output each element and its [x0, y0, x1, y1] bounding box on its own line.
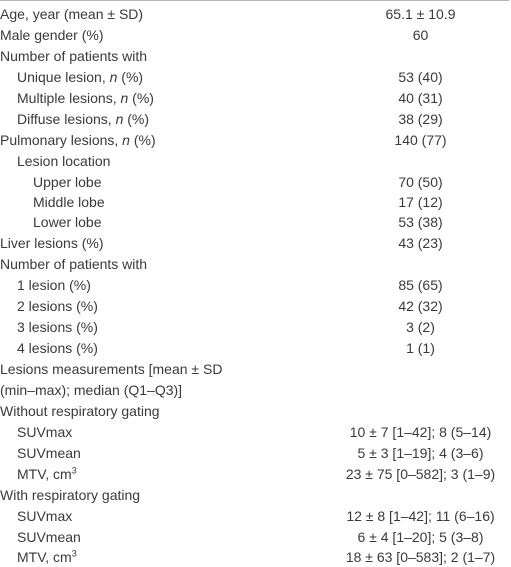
- row-label-2-lesions: 2 lesions (%): [17, 298, 98, 314]
- row-value-age: 65.1 ± 10.9: [385, 6, 456, 22]
- row-label-1-lesion: 1 lesion (%): [17, 277, 91, 293]
- row-value-suvmax-without: 10 ± 7 [1–42]; 8 (5–14): [349, 424, 492, 440]
- row-value-4-lesions: 1 (1): [406, 340, 435, 356]
- table-row: [0, 296, 509, 316]
- row-label-lower-lobe: Lower lobe: [33, 214, 102, 230]
- row-value-suvmax-with: 12 ± 8 [1–42]; 11 (6–16): [346, 508, 495, 524]
- row-label-age: Age, year (mean ± SD): [0, 6, 144, 22]
- row-label-measurements-heading-cont: (min–max); median (Q1–Q3)]: [0, 382, 183, 398]
- table-row: [0, 4, 509, 24]
- row-label-suvmean-with: SUVmean: [17, 529, 81, 545]
- row-label-mtv-with: MTV, $cm^3$: [17, 548, 77, 565]
- row-value-mtv-with: 18 ± 63 [0–583]; 2 (1–7): [345, 549, 496, 565]
- row-label-middle-lobe: Middle lobe: [33, 194, 105, 210]
- row-label-suvmax-without: SUVmax: [17, 424, 73, 440]
- row-label-suvmax-with: SUVmax: [17, 508, 73, 524]
- row-label-pulmonary-lesions: Pulmonary lesions, n (%): [0, 132, 156, 148]
- table-row: [0, 338, 509, 358]
- table-row: [0, 192, 509, 212]
- row-value-diffuse-lesions: 38 (29): [398, 111, 443, 127]
- table-row: [0, 443, 509, 463]
- table-row: [0, 233, 509, 253]
- row-label-liver-lesions: Liver lesions (%): [0, 235, 104, 251]
- table-row: [0, 109, 509, 129]
- table-row: [0, 422, 509, 442]
- row-label-suvmean-without: SUVmean: [17, 445, 81, 461]
- table-row: [0, 25, 509, 45]
- table-row: [0, 401, 509, 421]
- table-row: [0, 172, 509, 192]
- row-label-3-lesions: 3 lesions (%): [17, 319, 98, 335]
- table-row: [0, 151, 509, 171]
- row-label-mtv-without: MTV, $cm^3$: [17, 465, 77, 482]
- row-value-suvmean-with: 6 ± 4 [1–20]; 5 (3–8): [357, 529, 484, 545]
- table-row: [0, 88, 509, 108]
- table-row: [0, 359, 509, 379]
- table-row: [0, 46, 509, 66]
- row-value-3-lesions: 3 (2): [406, 319, 435, 335]
- table-row: [0, 130, 509, 150]
- row-value-male-gender: 60: [412, 27, 429, 43]
- table-row: [0, 485, 509, 505]
- row-label-section-patients: Number of patients with: [0, 48, 148, 64]
- row-value-middle-lobe: 17 (12): [398, 194, 443, 210]
- table-row: [0, 380, 509, 400]
- table-row: [0, 527, 509, 547]
- row-label-measurements-heading: Lesions measurements [mean ± SD: [0, 361, 223, 377]
- row-value-mtv-without: 23 ± 75 [0–582]; 3 (1–9): [345, 466, 496, 482]
- table-row: [0, 254, 509, 274]
- table-row: [0, 67, 509, 87]
- row-label-diffuse-lesions: Diffuse lesions, n (%): [17, 111, 150, 127]
- row-label-4-lesions: 4 lesions (%): [17, 340, 98, 356]
- row-value-suvmean-without: 5 ± 3 [1–19]; 4 (3–6): [357, 445, 484, 461]
- row-label-upper-lobe: Upper lobe: [33, 174, 102, 190]
- row-label-unique-lesion: Unique lesion, n (%): [17, 69, 144, 85]
- row-label-male-gender: Male gender (%): [0, 27, 104, 43]
- table-row: [0, 506, 509, 526]
- row-label-without-gating: Without respiratory gating: [0, 403, 160, 419]
- row-value-pulmonary-lesions: 140 (77): [394, 132, 447, 148]
- row-label-with-gating: With respiratory gating: [0, 487, 141, 503]
- row-value-2-lesions: 42 (32): [398, 298, 443, 314]
- row-value-upper-lobe: 70 (50): [398, 174, 443, 190]
- row-label-section-patients-2: Number of patients with: [0, 256, 148, 272]
- row-value-1-lesion: 85 (65): [398, 277, 443, 293]
- table-row-partial: [0, 547, 509, 565]
- row-value-lower-lobe: 53 (38): [398, 214, 443, 230]
- row-value-unique-lesion: 53 (40): [398, 69, 443, 85]
- table-row: [0, 212, 509, 232]
- row-value-multiple-lesions: 40 (31): [398, 90, 443, 106]
- row-label-multiple-lesions: Multiple lesions, n (%): [17, 90, 154, 106]
- table-row: [0, 317, 509, 337]
- row-value-liver-lesions: 43 (23): [398, 235, 443, 251]
- table-row: [0, 275, 509, 295]
- row-label-lesion-location: Lesion location: [17, 153, 111, 169]
- table-row: [0, 464, 509, 484]
- table-top-rule: [0, 0, 509, 1]
